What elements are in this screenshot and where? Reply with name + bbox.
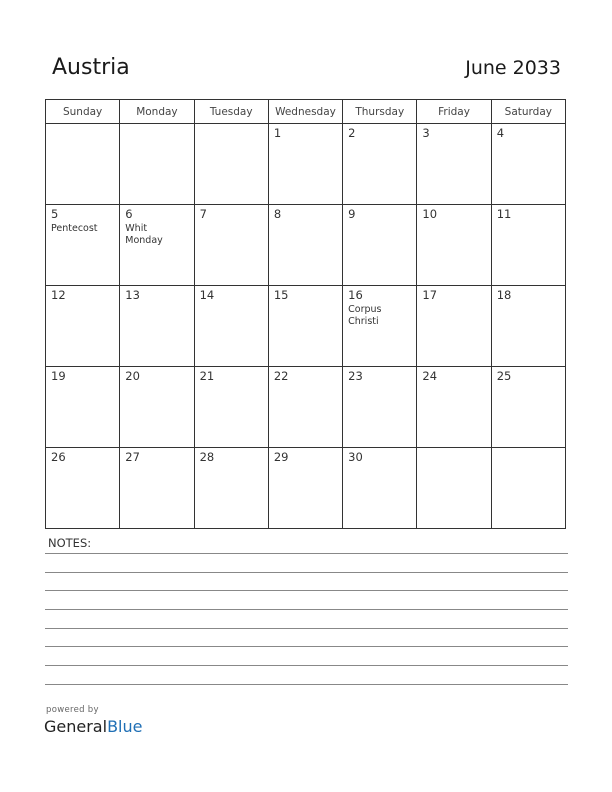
country-title: Austria xyxy=(52,55,130,80)
day-cell xyxy=(417,367,491,448)
weekday-monday: Monday xyxy=(120,100,194,124)
day-cell xyxy=(194,205,268,286)
day-cell xyxy=(491,124,565,205)
notes-line xyxy=(45,553,568,554)
day-number: 26 xyxy=(51,450,66,464)
day-cell xyxy=(417,205,491,286)
notes-line xyxy=(45,646,568,647)
day-number: 2 xyxy=(348,126,356,140)
holiday-label: Pentecost xyxy=(51,223,98,234)
day-cell xyxy=(46,367,120,448)
day-cell xyxy=(120,286,194,367)
month-year-title: June 2033 xyxy=(465,57,561,79)
day-cell xyxy=(268,205,342,286)
day-number: 15 xyxy=(273,288,289,302)
day-cell xyxy=(194,448,268,529)
day-cell xyxy=(46,124,120,205)
day-cell xyxy=(46,205,120,286)
weekday-tuesday: Tuesday xyxy=(194,100,268,124)
brand-blue: Blue xyxy=(107,717,143,736)
week-row-4 xyxy=(46,367,566,448)
day-cell xyxy=(417,286,491,367)
day-number: 1 xyxy=(273,126,282,140)
day-cell xyxy=(343,124,417,205)
day-number: 6 xyxy=(125,207,133,221)
day-cell xyxy=(343,205,417,286)
day-cell xyxy=(268,367,342,448)
notes-line xyxy=(45,684,568,685)
week-row-2 xyxy=(46,205,566,286)
day-cell xyxy=(491,286,565,367)
weekday-thursday: Thursday xyxy=(343,100,417,124)
day-cell xyxy=(343,367,417,448)
day-cell xyxy=(491,205,565,286)
day-cell xyxy=(268,448,342,529)
generalblue-logo xyxy=(44,717,142,736)
day-cell xyxy=(268,124,342,205)
day-number: 3 xyxy=(422,126,430,140)
weekday-friday: Friday xyxy=(417,100,491,124)
day-number: 9 xyxy=(348,207,356,221)
weekday-sunday: Sunday xyxy=(46,100,120,124)
day-cell xyxy=(194,286,268,367)
holiday-label: Whit Monday xyxy=(125,223,163,246)
notes-line xyxy=(45,590,568,591)
day-number: 20 xyxy=(125,369,140,383)
day-cell xyxy=(194,367,268,448)
day-cell xyxy=(120,205,194,286)
day-number: 19 xyxy=(51,369,66,383)
day-number: 28 xyxy=(199,450,215,464)
day-cell xyxy=(417,124,491,205)
day-number: 30 xyxy=(348,450,363,464)
week-row-1 xyxy=(46,124,566,205)
day-number: 5 xyxy=(51,207,59,221)
day-number: 7 xyxy=(199,207,207,221)
notes-line xyxy=(45,665,568,666)
weekday-saturday: Saturday xyxy=(491,100,565,124)
day-number: 8 xyxy=(273,207,282,221)
week-row-5 xyxy=(46,448,566,529)
day-number: 22 xyxy=(273,369,289,383)
day-number: 23 xyxy=(348,369,363,383)
day-number: 18 xyxy=(496,288,512,302)
day-cell xyxy=(194,124,268,205)
day-cell xyxy=(120,448,194,529)
day-cell xyxy=(343,448,417,529)
day-cell xyxy=(491,448,565,529)
day-number: 29 xyxy=(273,450,289,464)
day-cell xyxy=(343,286,417,367)
notes-line xyxy=(45,628,568,629)
day-number: 12 xyxy=(51,288,66,302)
day-cell xyxy=(46,286,120,367)
day-cell xyxy=(120,124,194,205)
day-cell xyxy=(268,286,342,367)
weekday-wednesday: Wednesday xyxy=(268,100,342,124)
notes-label: NOTES: xyxy=(48,536,92,550)
day-number: 16 xyxy=(348,288,363,302)
notes-line xyxy=(45,572,568,573)
calendar-grid xyxy=(45,99,566,529)
day-number: 11 xyxy=(496,207,512,221)
powered-by-text: powered by xyxy=(46,705,99,715)
day-cell xyxy=(491,367,565,448)
day-number: 4 xyxy=(496,126,505,140)
day-number: 21 xyxy=(199,369,215,383)
day-number: 25 xyxy=(496,369,512,383)
week-row-3 xyxy=(46,286,566,367)
brand-general: General xyxy=(44,717,108,736)
day-number: 24 xyxy=(422,369,438,383)
day-number: 13 xyxy=(125,288,140,302)
day-number: 17 xyxy=(422,288,438,302)
day-number: 14 xyxy=(199,288,215,302)
day-cell xyxy=(417,448,491,529)
weekday-header-row xyxy=(46,100,566,124)
day-cell xyxy=(120,367,194,448)
day-cell xyxy=(46,448,120,529)
day-number: 27 xyxy=(125,450,140,464)
day-number: 10 xyxy=(422,207,438,221)
holiday-label: Corpus Christi xyxy=(348,304,382,327)
notes-line xyxy=(45,609,568,610)
